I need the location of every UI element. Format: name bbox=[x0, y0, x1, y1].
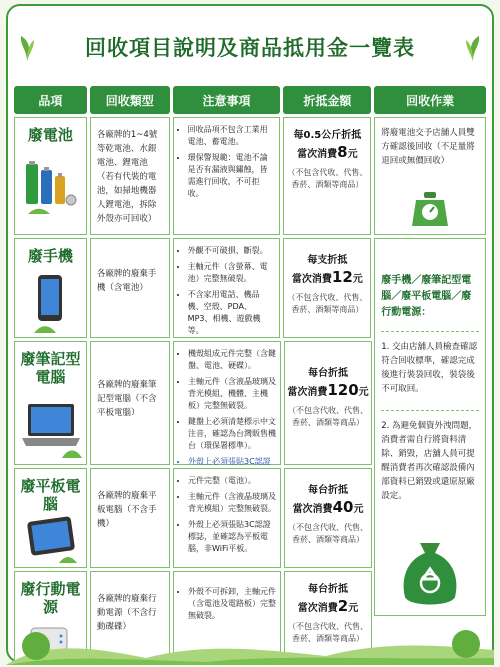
action-cell bbox=[374, 117, 486, 235]
header-action: 回收作業 bbox=[374, 86, 486, 114]
phone-icon bbox=[30, 273, 70, 335]
amount-note: （不包含代收、代售、香菸、酒類等商品） bbox=[288, 523, 368, 544]
amount-prefix: 當次消費 bbox=[297, 603, 338, 614]
type-cell bbox=[90, 117, 170, 235]
notes-cell bbox=[173, 468, 281, 568]
note-text: • 不含家用電話、機品機、空殼、PDA、MP3、相機、遊戲機等。 bbox=[188, 289, 276, 337]
action-devices-title: 廢手機／廢筆記型電腦／廢平板電腦／廢行動電源： bbox=[381, 275, 472, 318]
amount-note: （不包含代收、代售、香菸、酒類等商品） bbox=[288, 622, 368, 643]
amount-basis: 每台折抵 bbox=[308, 368, 348, 379]
amount-cell bbox=[283, 238, 371, 338]
note-text: • 主軸元件（含液晶玻璃及背光模組、機體、主機板）完整無破裂。 bbox=[188, 376, 276, 412]
item-name: 廢平板電腦 bbox=[20, 477, 81, 513]
type-cell bbox=[90, 468, 170, 568]
header-item: 品項 bbox=[14, 86, 87, 114]
table-row bbox=[14, 341, 486, 465]
table-row bbox=[14, 117, 486, 235]
amount-basis: 每台折抵 bbox=[308, 485, 348, 496]
item-cell bbox=[14, 117, 87, 235]
item-type: 各廠牌的1~4號等乾電池、水銀電池、鋰電池（若有代裝的電池，如掃地機器人鋰電池，拆除外殼亦可回收） bbox=[96, 130, 158, 224]
item-type: 各廠牌的廢棄手機（含電池） bbox=[96, 269, 157, 293]
header-type: 回收類型 bbox=[90, 86, 170, 114]
battery-icon bbox=[22, 158, 78, 218]
amount-prefix: 當次消費 bbox=[291, 274, 332, 285]
amount-value: 12 bbox=[331, 268, 353, 286]
amount-prefix: 當次消費 bbox=[297, 149, 338, 160]
right-leaf-icon bbox=[464, 32, 482, 62]
amount-note: （不包含代收、代售、香菸、酒類等商品） bbox=[287, 293, 368, 314]
amount-prefix: 當次消費 bbox=[287, 387, 328, 398]
table-header bbox=[14, 86, 486, 114]
item-name: 廢電池 bbox=[27, 126, 73, 144]
item-name: 廢筆記型電腦 bbox=[20, 350, 81, 386]
tablet-icon bbox=[23, 515, 79, 565]
amount-unit: 元 bbox=[348, 603, 359, 614]
amount-unit: 元 bbox=[353, 504, 364, 515]
notes-cell bbox=[173, 238, 281, 338]
item-cell bbox=[14, 238, 87, 338]
amount-basis: 每台折抵 bbox=[308, 584, 348, 595]
amount-value: 8 bbox=[337, 143, 348, 161]
note-text: • 回收品項不包含工業用電池、蓄電池。 bbox=[188, 124, 276, 148]
amount-unit: 元 bbox=[358, 387, 369, 398]
note-text: • 主軸元件（含螢幕、電池）完整無破裂。 bbox=[188, 261, 276, 285]
note-text: • 主軸元件（含液晶玻璃及背光模組）完整無破裂。 bbox=[188, 491, 276, 515]
scale-icon bbox=[410, 190, 450, 228]
action-step-2: 2. 為避免個資外洩問題，消費者需自行將資料清除、銷毀，店舖人員可提醒消費者再次確認設備內部資料已銷毀或還原原廠設定。 bbox=[381, 421, 478, 501]
amount-note: （不包含代收、代售、香菸、酒類等商品） bbox=[288, 406, 368, 427]
amount-value: 120 bbox=[327, 381, 359, 399]
laptop-icon bbox=[18, 400, 84, 460]
amount-basis: 每0.5公斤折抵 bbox=[293, 130, 362, 141]
item-type: 各廠牌的廢棄平板電腦（不含手機） bbox=[97, 491, 157, 529]
action-battery-text: 將廢電池交予店舖人員雙方確認後回收（不足量將退回或無價回收） bbox=[381, 128, 475, 166]
item-name: 廢行動電源 bbox=[20, 580, 81, 616]
type-cell bbox=[90, 341, 170, 465]
page-title: 回收項目說明及商品抵用金一覽表 bbox=[85, 36, 415, 60]
action-step-1: 1. 交由店舖人員檢查確認符合回收標準，確認完成後進行裝袋回收，裝袋後不可取回。 bbox=[381, 342, 478, 394]
amount-prefix: 當次消費 bbox=[292, 504, 333, 515]
item-type: 各廠牌的廢棄筆記型電腦（不含平板電腦） bbox=[97, 380, 157, 418]
notes-cell bbox=[173, 341, 281, 465]
amount-note: （不包含代收、代售、香菸、酒類等商品） bbox=[287, 168, 368, 189]
amount-value: 40 bbox=[332, 498, 354, 516]
amount-unit: 元 bbox=[347, 149, 358, 160]
header-amount: 折抵金額 bbox=[283, 86, 371, 114]
amount-cell bbox=[284, 468, 372, 568]
notes-cell bbox=[173, 117, 281, 235]
note-text: • 外殼不可拆卸，主軸元件（含電池及電路板）完整無破裂。 bbox=[188, 586, 276, 622]
note-text: • 外殼上必須張貼3C認證標誌，並確認為平板電腦，非WiFi平板。 bbox=[188, 519, 276, 555]
note-text: • 機殼組成元件完整（含鍵盤、電池、硬碟）。 bbox=[188, 348, 276, 372]
amount-basis: 每支折抵 bbox=[307, 255, 348, 266]
grass-decoration bbox=[6, 620, 494, 665]
note-text: • 外觀不可破損、斷裂。 bbox=[188, 245, 276, 257]
note-text: • 鍵盤上必須清楚標示中文注音，確認為台灣販售機台（環保署標準）。 bbox=[188, 416, 276, 452]
title-bar bbox=[14, 28, 486, 72]
item-cell bbox=[14, 341, 87, 465]
amount-cell bbox=[283, 117, 371, 235]
note-text: • 環保警規範：電池不論是否有漏液與鏽蝕，皆需進行回收，不可拒收。 bbox=[188, 152, 276, 200]
amount-value: 2 bbox=[337, 597, 349, 615]
note-text: • 外殼上必須張貼3C認證 bbox=[188, 456, 276, 481]
item-name: 廢手機 bbox=[27, 247, 73, 265]
amount-unit: 元 bbox=[352, 274, 363, 285]
note-text: • 元件完整（電池）。 bbox=[188, 475, 276, 487]
table-row bbox=[14, 468, 486, 568]
type-cell bbox=[90, 238, 170, 338]
header-notes: 注意事項 bbox=[173, 86, 281, 114]
amount-cell bbox=[284, 341, 372, 465]
item-cell bbox=[14, 468, 87, 568]
item-type: 各廠牌的廢棄行動電源（不含行動碟碟） bbox=[97, 594, 157, 632]
